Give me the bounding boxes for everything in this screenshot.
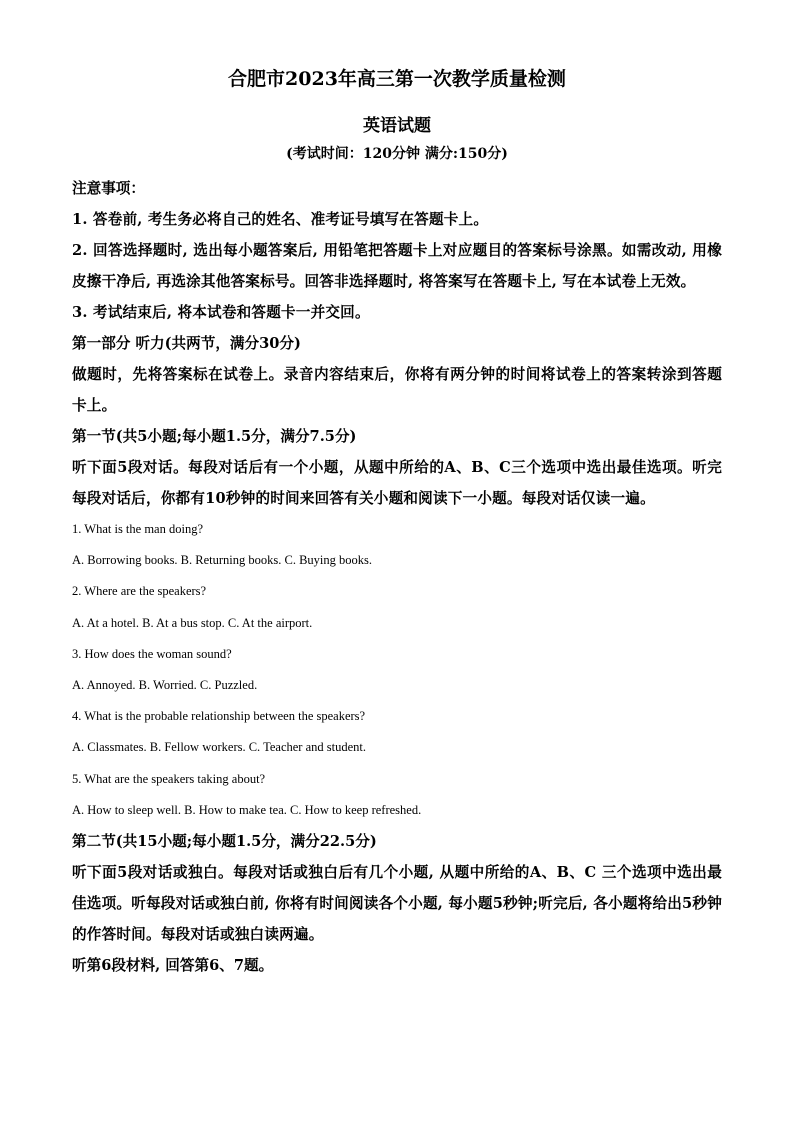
question-5-options: A. How to sleep well. B. How to make tea. C. How to keep refreshed. [72,802,422,817]
note-item-3: 3. 考试结束后, 将本试卷和答题卡一并交回。 [72,304,370,321]
section1-heading: 第一节(共5小题;每小题1.5分，满分7.5分) [72,428,357,445]
section2-instruction: 听下面5段对话或独白。每段对话或独白后有几个小题, 从题中所给的A、B、C 三个选项中选出最佳选项。听每段对话或独白前, 你将有时间阅读各个小题, 每小题5秒钟;听完后, 各小题将给出5秒钟的作答时间。每段对话或独白读两遍。 [72,864,722,944]
exam-page [72,66,722,981]
exam-title: 合肥市2023年高三第一次教学质量检测 [228,68,566,90]
material-6-prompt: 听第6段材料, 回答第6、7题。 [72,957,274,975]
question-1-text: 1. What is the man doing? [72,522,203,536]
part1-instruction: 做题时，先将答案标在试卷上。录音内容结束后，你将有两分钟的时间将试卷上的答案转涂到答题卡上。 [72,366,722,414]
note-item-1: 1. 答卷前, 考生务必将自己的姓名、准考证号填写在答题卡上。 [72,211,489,228]
exam-subtitle: 英语试题 [363,116,431,136]
part1-heading: 第一部分 听力(共两节，满分30分) [72,335,301,352]
section2-heading: 第二节(共15小题;每小题1.5分，满分22.5分) [72,833,377,851]
note-item-2: 2. 回答选择题时, 选出每小题答案后, 用铅笔把答题卡上对应题目的答案标号涂黑。如需改动, 用橡皮擦干净后, 再选涂其他答案标号。回答非选择题时, 将答案写在答题卡上, 写在本试卷上无效。 [72,242,722,290]
question-4-text: 4. What is the probable relationship between the speakers? [72,709,366,724]
question-2-text: 2. Where are the speakers? [72,584,207,599]
question-5-text: 5. What are the speakers taking about? [72,771,266,786]
notes-heading: 注意事项： [72,180,145,197]
question-list [72,514,722,826]
section1-instruction: 听下面5段对话。每段对话后有一个小题，从题中所给的A、B、C三个选项中选出最佳选项。听完每段对话后，你都有10秒钟的时间来回答有关小题和阅读下一小题。每段对话仅读一遍。 [72,459,722,507]
question-3-options: A. Annoyed. B. Worried. C. Puzzled. [72,678,258,693]
question-2-options: A. At a hotel. B. At a bus stop. C. At the airport. [72,615,313,630]
question-3-text: 3. How does the woman sound? [72,646,232,661]
question-1-options: A. Borrowing books. B. Returning books. C. Buying books. [72,553,373,568]
question-4-options: A. Classmates. B. Fellow workers. C. Teacher and student. [72,740,366,755]
exam-time-score: (考试时间：120分钟 满分:150分) [286,146,508,162]
